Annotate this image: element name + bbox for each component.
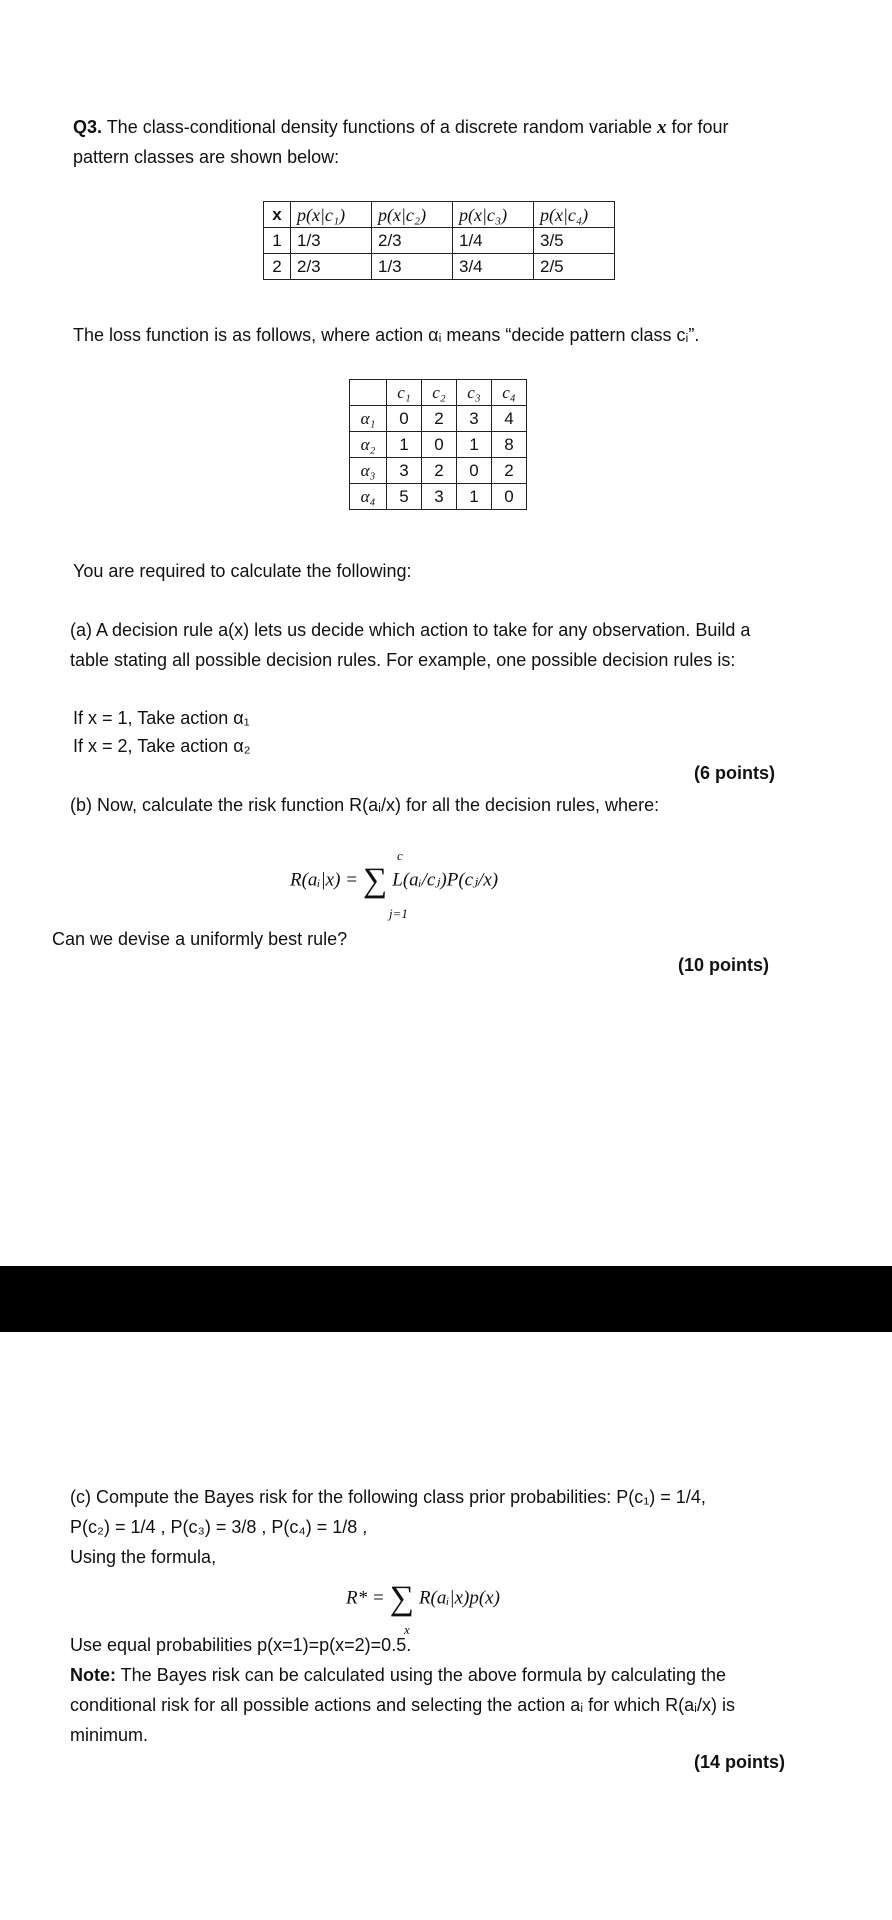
- table-header-cell: p(x|c₃): [453, 202, 534, 228]
- sum-lower-limit: x: [404, 1622, 410, 1637]
- part-b-line-1: (b) Now, calculate the risk function R(aᵢ/x) for all the decision rules, where:: [70, 795, 660, 815]
- table-row: [264, 254, 615, 280]
- table-cell: 4: [492, 406, 527, 432]
- part-c-points: (14 points): [694, 1752, 786, 1772]
- question-line-2: pattern classes are shown below:: [73, 147, 340, 167]
- table-cell: α₃: [350, 458, 387, 484]
- loss-table: [349, 379, 527, 510]
- table-cell: 3/5: [534, 228, 615, 254]
- table-cell: 5: [387, 484, 422, 510]
- question-label: Q3.: [73, 117, 103, 137]
- sigma-icon: ∑: [389, 1580, 414, 1617]
- table-cell: α₄: [350, 484, 387, 510]
- part-b-question: Can we devise a uniformly best rule?: [52, 929, 348, 949]
- part-c-line-2: P(c₂) = 1/4 , P(c₃) = 3/8 , P(c₄) = 1/8 ,: [70, 1517, 368, 1537]
- table-cell: 2: [422, 406, 457, 432]
- sum-upper-limit: c: [397, 848, 403, 863]
- table-row: [264, 202, 615, 228]
- part-c-note-1: Note: The Bayes risk can be calculated using the above formula by calculating the: [70, 1665, 727, 1685]
- table-header-cell: p(x|c₂): [372, 202, 453, 228]
- table-cell: 8: [492, 432, 527, 458]
- table-row: [350, 458, 527, 484]
- table-cell: 3: [422, 484, 457, 510]
- table-cell: 0: [492, 484, 527, 510]
- part-a-points: (6 points): [694, 763, 775, 783]
- risk-formula: [290, 862, 498, 900]
- part-c-note-2: conditional risk for all possible actions and selecting the action aᵢ for which R(aᵢ/x) is: [70, 1695, 735, 1715]
- table-cell: 1/3: [372, 254, 453, 280]
- table-cell: 1: [387, 432, 422, 458]
- note-label: Note:: [70, 1665, 116, 1685]
- part-b-points: (10 points): [678, 955, 770, 975]
- sigma-icon: ∑: [363, 862, 388, 899]
- bayes-formula: [346, 1580, 500, 1618]
- table-cell: 0: [387, 406, 422, 432]
- part-a-rule-1: If x = 1, Take action α₁: [73, 708, 250, 728]
- loss-intro: The loss function is as follows, where action αᵢ means “decide pattern class cᵢ”.: [73, 325, 700, 345]
- table-cell: 0: [457, 458, 492, 484]
- table-row: [350, 406, 527, 432]
- formula-rhs: R(aᵢ|x)p(x): [418, 1587, 500, 1609]
- formula-lhs: R* =: [346, 1587, 385, 1609]
- table-header-cell: c₂: [422, 380, 457, 406]
- formula-lhs: R(aᵢ|x) =: [290, 869, 358, 891]
- table-cell: 2/3: [372, 228, 453, 254]
- table-cell: 2: [264, 254, 291, 280]
- table-cell: 1: [457, 484, 492, 510]
- required-heading: You are required to calculate the following:: [73, 561, 412, 581]
- table-cell: 2: [492, 458, 527, 484]
- part-c-line-3: Using the formula,: [70, 1547, 217, 1567]
- table-cell: α₂: [350, 432, 387, 458]
- table-header-cell: p(x|c₁): [291, 202, 372, 228]
- table-row: [350, 380, 527, 406]
- table-cell: 3: [387, 458, 422, 484]
- table-cell: 1/4: [453, 228, 534, 254]
- table-cell: α₁: [350, 406, 387, 432]
- table-cell: 3: [457, 406, 492, 432]
- table-cell: 2/3: [291, 254, 372, 280]
- table-cell: 1/3: [291, 228, 372, 254]
- table-cell: 2: [422, 458, 457, 484]
- sum-lower-limit: j=1: [389, 906, 408, 921]
- part-c-note-3: minimum.: [70, 1725, 149, 1745]
- table-row: [264, 228, 615, 254]
- table-header-cell: [350, 380, 387, 406]
- part-c-line-4: Use equal probabilities p(x=1)=p(x=2)=0.5.: [70, 1635, 412, 1655]
- table-cell: 1: [264, 228, 291, 254]
- part-a-rule-2: If x = 2, Take action α₂: [73, 736, 251, 756]
- formula-rhs: L(aᵢ/cⱼ)P(cⱼ/x): [392, 869, 499, 891]
- table-header-cell: x: [264, 202, 291, 228]
- table-cell: 0: [422, 432, 457, 458]
- table-header-cell: c₃: [457, 380, 492, 406]
- part-c-line-1: (c) Compute the Bayes risk for the following class prior probabilities: P(c₁) = 1/4,: [70, 1487, 706, 1507]
- density-table: [263, 201, 615, 280]
- table-cell: 3/4: [453, 254, 534, 280]
- part-a-line-1: (a) A decision rule a(x) lets us decide which action to take for any observation. Build a: [70, 620, 751, 640]
- question-line-1: Q3. The class-conditional density functions of a discrete random variable x for four: [73, 117, 729, 138]
- table-cell: 2/5: [534, 254, 615, 280]
- table-row: [350, 432, 527, 458]
- table-header-cell: c₁: [387, 380, 422, 406]
- black-band: [0, 1266, 892, 1332]
- table-header-cell: p(x|c₄): [534, 202, 615, 228]
- table-row: [350, 484, 527, 510]
- table-cell: 1: [457, 432, 492, 458]
- table-header-cell: c₄: [492, 380, 527, 406]
- part-a-line-2: table stating all possible decision rules. For example, one possible decision rules is:: [70, 650, 736, 670]
